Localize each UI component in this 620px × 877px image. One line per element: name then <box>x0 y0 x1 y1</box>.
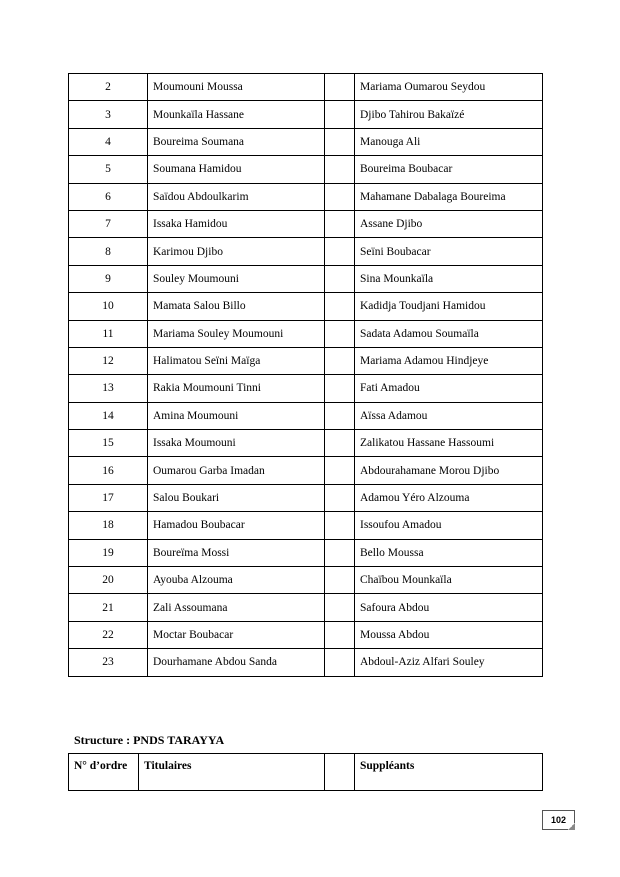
page-number <box>542 810 575 830</box>
titulaire-name: Issaka Moumouni <box>148 430 325 457</box>
suppleant-name: Kadidja Toudjani Hamidou <box>355 293 543 320</box>
row-number: 12 <box>69 347 148 374</box>
spacer-cell <box>325 128 355 155</box>
row-number: 16 <box>69 457 148 484</box>
suppleant-name: Seïni Boubacar <box>355 238 543 265</box>
row-number: 11 <box>69 320 148 347</box>
titulaire-name: Issaka Hamidou <box>148 210 325 237</box>
titulaire-name: Rakia Moumouni Tinni <box>148 375 325 402</box>
row-number: 17 <box>69 484 148 511</box>
titulaire-name: Dourhamane Abdou Sanda <box>148 649 325 676</box>
row-number: 20 <box>69 567 148 594</box>
row-number: 2 <box>69 74 148 101</box>
row-number: 3 <box>69 101 148 128</box>
titulaire-name: Salou Boukari <box>148 484 325 511</box>
page-fold-icon <box>568 823 575 830</box>
row-number: 21 <box>69 594 148 621</box>
table-row <box>69 293 543 320</box>
suppleant-name: Mahamane Dabalaga Boureima <box>355 183 543 210</box>
titulaire-name: Zali Assoumana <box>148 594 325 621</box>
row-number: 15 <box>69 430 148 457</box>
spacer-cell <box>325 567 355 594</box>
suppleant-name: Chaïbou Mounkaïla <box>355 567 543 594</box>
table-row <box>69 74 543 101</box>
row-number: 7 <box>69 210 148 237</box>
table-row <box>69 567 543 594</box>
spacer-cell <box>325 484 355 511</box>
titulaire-name: Oumarou Garba Imadan <box>148 457 325 484</box>
table-row <box>69 539 543 566</box>
header-row <box>69 754 543 791</box>
table-row <box>69 484 543 511</box>
suppleant-name: Abdoul-Aziz Alfari Souley <box>355 649 543 676</box>
spacer-cell <box>325 347 355 374</box>
spacer-cell <box>325 183 355 210</box>
spacer-cell <box>325 265 355 292</box>
spacer-cell <box>325 457 355 484</box>
suppleant-name: Issoufou Amadou <box>355 512 543 539</box>
row-number: 22 <box>69 621 148 648</box>
spacer-cell <box>325 238 355 265</box>
row-number: 5 <box>69 156 148 183</box>
row-number: 4 <box>69 128 148 155</box>
titulaire-name: Saïdou Abdoulkarim <box>148 183 325 210</box>
candidates-table <box>68 73 543 677</box>
spacer-cell <box>325 156 355 183</box>
table-row <box>69 402 543 429</box>
titulaire-name: Mariama Souley Moumouni <box>148 320 325 347</box>
table-row <box>69 375 543 402</box>
spacer-cell <box>325 210 355 237</box>
spacer-cell <box>325 74 355 101</box>
suppleant-name: Sina Mounkaïla <box>355 265 543 292</box>
header-suppleants: Suppléants <box>355 754 543 791</box>
titulaire-name: Souley Moumouni <box>148 265 325 292</box>
row-number: 23 <box>69 649 148 676</box>
table-row <box>69 347 543 374</box>
suppleant-name: Abdourahamane Morou Djibo <box>355 457 543 484</box>
titulaire-name: Hamadou Boubacar <box>148 512 325 539</box>
table-row <box>69 183 543 210</box>
titulaire-name: Mamata Salou Billo <box>148 293 325 320</box>
titulaire-name: Boureïma Mossi <box>148 539 325 566</box>
table-row <box>69 128 543 155</box>
suppleant-name: Moussa Abdou <box>355 621 543 648</box>
table-row <box>69 210 543 237</box>
table-row <box>69 430 543 457</box>
table-row <box>69 238 543 265</box>
table-row <box>69 621 543 648</box>
suppleant-name: Mariama Adamou Hindjeye <box>355 347 543 374</box>
spacer-cell <box>325 594 355 621</box>
suppleant-name: Manouga Ali <box>355 128 543 155</box>
row-number: 18 <box>69 512 148 539</box>
suppleant-name: Assane Djibo <box>355 210 543 237</box>
suppleant-name: Boureima Boubacar <box>355 156 543 183</box>
table-row <box>69 101 543 128</box>
titulaire-name: Amina Moumouni <box>148 402 325 429</box>
row-number: 6 <box>69 183 148 210</box>
titulaire-name: Moumouni Moussa <box>148 74 325 101</box>
page-number-label: 102 <box>550 815 567 825</box>
row-number: 8 <box>69 238 148 265</box>
suppleant-name: Aïssa Adamou <box>355 402 543 429</box>
row-number: 9 <box>69 265 148 292</box>
header-spacer <box>325 754 355 791</box>
table-row <box>69 594 543 621</box>
structure-header-table <box>68 753 543 791</box>
suppleant-name: Safoura Abdou <box>355 594 543 621</box>
table-row <box>69 265 543 292</box>
row-number: 14 <box>69 402 148 429</box>
row-number: 19 <box>69 539 148 566</box>
suppleant-name: Mariama Oumarou Seydou <box>355 74 543 101</box>
suppleant-name: Bello Moussa <box>355 539 543 566</box>
spacer-cell <box>325 320 355 347</box>
spacer-cell <box>325 512 355 539</box>
table-row <box>69 512 543 539</box>
suppleant-name: Fati Amadou <box>355 375 543 402</box>
suppleant-name: Zalikatou Hassane Hassoumi <box>355 430 543 457</box>
titulaire-name: Moctar Boubacar <box>148 621 325 648</box>
spacer-cell <box>325 621 355 648</box>
suppleant-name: Adamou Yéro Alzouma <box>355 484 543 511</box>
titulaire-name: Mounkaïla Hassane <box>148 101 325 128</box>
spacer-cell <box>325 101 355 128</box>
suppleant-name: Djibo Tahirou Bakaïzé <box>355 101 543 128</box>
titulaire-name: Halimatou Seïni Maïga <box>148 347 325 374</box>
header-titulaires: Titulaires <box>139 754 325 791</box>
candidates-table-body <box>69 74 543 677</box>
titulaire-name: Soumana Hamidou <box>148 156 325 183</box>
row-number: 13 <box>69 375 148 402</box>
table-row <box>69 156 543 183</box>
row-number: 10 <box>69 293 148 320</box>
spacer-cell <box>325 539 355 566</box>
spacer-cell <box>325 430 355 457</box>
structure-title: Structure : PNDS TARAYYA <box>74 733 225 747</box>
suppleant-name: Sadata Adamou Soumaïla <box>355 320 543 347</box>
header-order: N° d’ordre <box>69 754 139 791</box>
spacer-cell <box>325 293 355 320</box>
table-row <box>69 649 543 676</box>
table-row <box>69 320 543 347</box>
spacer-cell <box>325 375 355 402</box>
spacer-cell <box>325 402 355 429</box>
spacer-cell <box>325 649 355 676</box>
titulaire-name: Ayouba Alzouma <box>148 567 325 594</box>
titulaire-name: Boureima Soumana <box>148 128 325 155</box>
titulaire-name: Karimou Djibo <box>148 238 325 265</box>
table-row <box>69 457 543 484</box>
